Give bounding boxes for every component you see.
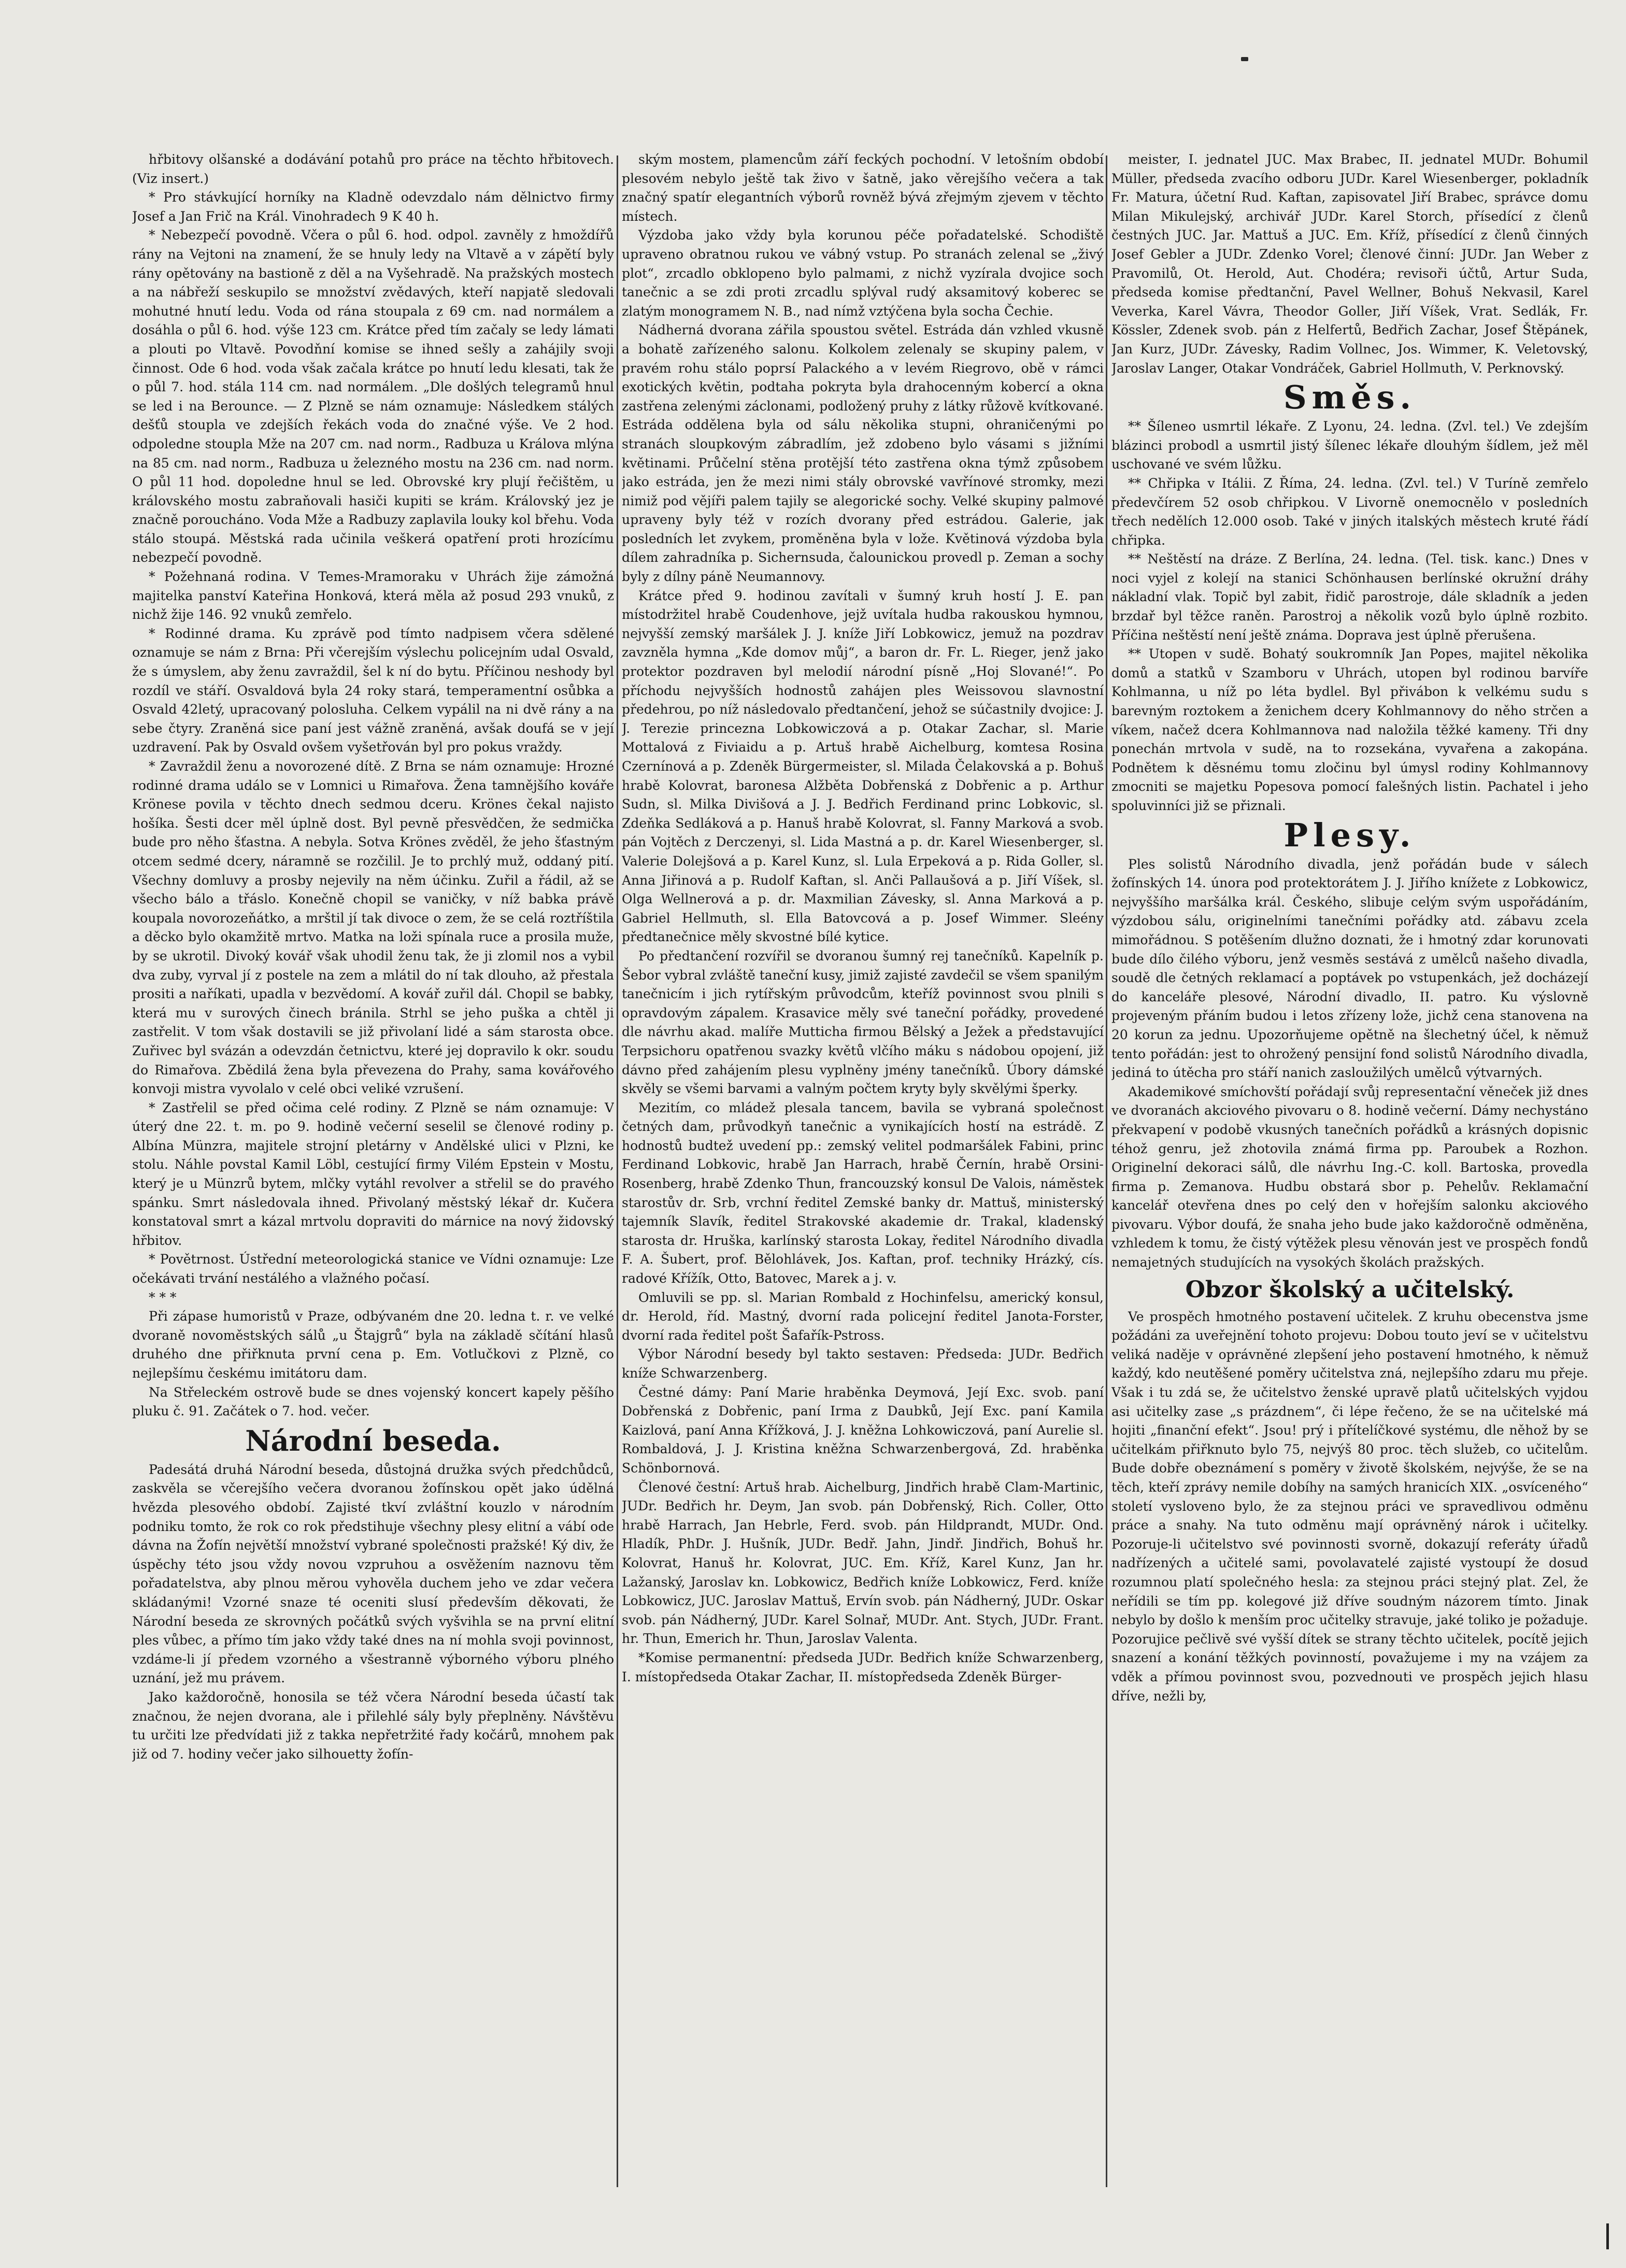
column-right	[1111, 150, 1588, 2203]
column-divider-1	[617, 155, 618, 2187]
article-paragraph: Členové čestní: Artuš hrab. Aichelburg, Jindřich hrabě Clam-Martinic, JUDr. Bedřich hr. Deym, Jan svob. pán Dobřenský, Rich. Coller, Otto hrabě Harrach, Jan Hebrle, Ferd. svob. pán Hildprandt, MUDr. Ond. Hladík, PhDr. J. Hušník, JUDr. Bedř. Jahn, Jindř. Jindřich, Bohuš hr. Kolovrat, Hanuš hr. Kolovrat, JUC. Em. Kříž, Karel Kunz, Jan hr. Lažanský, Jaroslav kn. Lobkowicz, Bedřich kníže Lobkowicz, Ferd. kníže Lobkowicz, JUC. Jaroslav Mattuš, Ervín svob. pán Nádherný, JUDr. Oskar svob. pán Nádherný, JUDr. Karel Solnař, MUDr. Ant. Stych, JUDr. Frant. hr. Thun, Emerich hr. Thun, Jaroslav Valenta.	[622, 1479, 1104, 1647]
article-paragraph: ** Šíleneo usmrtil lékaře. Z Lyonu, 24. ledna. (Zvl. tel.) Ve zdejším blázinci probodl a usmrtil jistý šílenec lékaře dlouhým šídlem, jež měl uschované ve svém lůžku.	[1111, 419, 1588, 472]
article-paragraph: hřbitovy olšanské a dodávání potahů pro práce na těchto hřbitovech. (Viz insert.)	[132, 152, 614, 186]
article-paragraph: * Povětrnost. Ústřední meteorologická stanice ve Vídni oznamuje: Lze očekávati trvání nestálého a vlažného počasí.	[132, 1252, 614, 1286]
article-paragraph: *Komise permanentní: předseda JUDr. Bedřich kníže Schwarzenberg, I. místopředseda Otakar Zachar, II. místopředseda Zdeněk Bürger-	[622, 1650, 1104, 1684]
section-heading: Plesy.	[1283, 816, 1416, 854]
section-heading: Národní beseda.	[245, 1424, 501, 1457]
article-paragraph: Po předtančení rozvířil se dvoranou šumný rej tanečníků. Kapelník p. Šebor vybral zvláště taneční kusy, jimiž zajisté zavdečil se všem spanilým tanečnicím i jich rytířským průvodcům, kteříž povinnost svou plnili s opravdovým zápalem. Krasavice měly své taneční pořádky, provedené dle návrhu akad. malíře Mutticha firmou Bělský a Ježek a představující Terpsichoru opatřenou svazky květů vlčího máku s nádobou opojení, již dávno před zahájením plesu vyplněny jmény tanečníků. Úbory dámské skvěly se všemi barvami a valným počtem kryty byly skvělými šperky.	[622, 948, 1104, 1097]
article-paragraph: Při zápase humoristů v Praze, odbývaném dne 20. ledna t. r. ve velké dvoraně novoměstských sálů „u Štajgrů“ byla na základě sčítání hlasů druhého dne přiřknuta první cena p. Em. Votlučkovi z Plzně, co nejlepšímu českému imitátoru dam.	[132, 1309, 614, 1381]
article-paragraph: Akademikové smíchovští pořádají svůj representační věneček již dnes ve dvoranách akciového pivovaru o 8. hodině večerní. Dámy nechystáno překvapení v podobě vkusných tanečních pořádků a krásných dopisnic téhož genru, jež zhotovila známá firma pp. Paroubek a Rozhon. Originelní dekoraci sálů, dle návrhu Ing.-C. koll. Bartoska, provedla firma p. Zemanova. Hudbu obstará sbor p. Pehelův. Reklamační kancelář otevřena dnes po celý den v hořejším salonku akciového pivovaru. Výbor doufá, že snaha jeho bude jako každoročně odměněna, vzhledem k tomu, že čistý výtěžek plesu věnován jest ve prospěch fondů nemajetných studujících na vysokých školách pražských.	[1111, 1084, 1588, 1270]
article-paragraph: Krátce před 9. hodinou zavítali v šumný kruh hostí J. E. pan místodržitel hrabě Coudenhove, jejž uvítala hudba rakouskou hymnou, nejvyšší zemský maršálek J. J. kníže Jiří Lobkowicz, jemuž na pozdrav zavzněla hymna „Kde domov můj“, a baron dr. Fr. L. Rieger, jenž jako protektor pozdraven byl melodií národní písně „Hoj Slované!“. Po příchodu nejvyšších hodnostů zahájen ples Weissovou slavnostní předehrou, po níž následovalo předtančení, jehož se súčastnily dvojice: J. J. Terezie princezna Lobkowiczová a p. Otakar Zachar, sl. Marie Mottalová z Fiviaidu a p. Artuš hrabě Aichelburg, komtesa Rosina Czernínová a p. Zdeněk Bürgermeister, sl. Milada Čelakovská a p. Bohuš hrabě Kolovrat, baronesa Alžběta Dobřenská z Dobřenic a p. Arthur Sudn, sl. Milka Divišová a J. J. Bedřich Ferdinand princ Lobkovic, sl. Zdeňka Sedláková a p. Hanuš hrabě Kolovrat, sl. Fanny Marková a svob. pán Vojtěch z Derczenyi, sl. Lida Mastná a p. dr. Karel Wiesenberger, sl. Valerie Dolejšová a p. Karel Kunz, sl. Lula Erpeková a p. Rida Goller, sl. Anna Jiřinová a p. Rudolf Kaftan, sl. Anči Pallaušová a p. Jiří Víšek, sl. Olga Wellnerová a p. dr. Maxmilian Závesky, sl. Anna Marková a p. Gabriel Hellmuth, sl. Ella Batovcová a p. Josef Wimmer. Sleény předtanečnice měly skvostné bílé kytice.	[622, 588, 1104, 945]
article-paragraph: * * *	[149, 1289, 177, 1305]
article-paragraph: Ples solistů Národního divadla, jenž pořádán bude v sálech žofínských 14. února pod protektorátem J. J. Jiřího knížete z Lobkowicz, nejvyššího maršálka král. Českého, slibuje celým svým uspořádáním, výzdobou sálu, originelními tanečními pořádky atd. zábavu zcela mimořádnou. S potěšením dlužno doznati, že i hmotný zdar korunovati bude dílo čilého výboru, jenž vesměs sestává z umělců našeho divadla, soudě dle četných reklamací a poptávek po vstupenkách, jež docházejí do kanceláře plesové, Národní divadlo, II. patro. Ku výslovně projeveným přáním budou i letos zřízeny lože, jichž cena stanovena na 20 korun za jednu. Upozorňujeme opětně na šlechetný účel, k němuž tento pořádán: jest to ohrožený pensijní fond solistů Národního divadla, jediná to útěcha pro stáří nanich zasloužilých umělců výtvarných.	[1111, 856, 1588, 1081]
article-paragraph: * Pro stávkující horníky na Kladně odevzdalo nám dělnictvo firmy Josef a Jan Frič na Král. Vinohradech 9 K 40 h.	[132, 190, 614, 224]
article-paragraph: Na Střeleckém ostrově bude se dnes vojenský koncert kapely pěšího pluku č. 91. Začátek o 7. hod. večer.	[132, 1384, 614, 1419]
article-paragraph: ** Chřipka v Itálii. Z Říma, 24. ledna. (Zvl. tel.) V Turíně zemřelo předevčírem 52 osob chřipkou. V Livorně onemocnělo v posledních třech nedělích 12.000 osob. Také v jiných italských městech kruté řádí chřipka.	[1111, 475, 1588, 548]
article-paragraph: Nádherná dvorana zářila spoustou světel. Estráda dán vzhled vkusně a bohatě zařízeného salonu. Kolkolem zelenaly se skupiny palem, v pravém rohu stálo poprsí Palackého a v levém Riegrovo, obě v rámci exotických květin, podtaha pokryta byla drahocenným kobercí a okna zastřena zelenými záclonami, podložený pruhy z látky růžově kvítkované. Estráda oddělena byla od sálu několika stupni, ohraničenými po stranách sloupkovým zábradlím, jež zdobeno bylo vásami s jižními květinami. Průčelní stěna protější této zastřena okna týmž způsobem jako estráda, jen že mezi nimi stály obrovské vavřínové stromky, mezi nimiž pod vějíři palem tajily se alegorické sochy. Velké skupiny palmové upraveny byly též v rozích dvorany před estrádou. Galerie, jak posledních let zvykem, proměněna byla v lože. Květinová výzdoba byla dílem zahradníka p. Sichernsuda, čalounickou provedl p. Zeman a sochy byly z dílny páně Neumannovy.	[622, 322, 1104, 585]
article-paragraph: Výzdoba jako vždy byla korunou péče pořadatelské. Schodiště upraveno obratnou rukou ve vábný vstup. Po stranách zelenal se „živý plot“, zrcadlo obklopeno bylo palmami, z nichž vyzírala dvojice soch tanečnic a se zdi proti zrcadlu splýval rudý aksamitový koberec se zlatým monogramem N. B., nad nímž vztýčena byla socha Čechie.	[622, 228, 1104, 319]
section-heading: Směs.	[1283, 378, 1417, 417]
article-paragraph: meister, I. jednatel JUC. Max Brabec, II. jednatel MUDr. Bohumil Müller, předseda zvacího odboru JUDr. Karel Wiesenberger, pokladník Fr. Matura, účetní Rud. Kaftan, zapisovatel Jiří Brabec, správce domu Milan Mikulejský, archivář JUDr. Karel Storch, přísedící z členů čestných JUC. Jar. Mattuš a JUC. Em. Kříž, přísedící z členů činných Josef Gebler a JUDr. Zdenko Vorel; členové činní: JUDr. Jan Weber z Pravomilů, Ot. Herold, Aut. Chodéra; revisoři účtů, Artur Suda, předseda komise předtanční, Pavel Wellner, Bohuš Nekvasil, Karel Veverka, Karel Vávra, Theodor Goller, Jiří Víšek, Vrat. Sedlák, Fr. Kössler, Zdenek svob. pán z Helfertů, Bedřich Zachar, Josef Štěpánek, Jan Kurz, JUDr. Závesky, Radim Vollnec, Jos. Wimmer, K. Veletovský, Jaroslav Langer, Otakar Vondráček, Gabriel Hollmuth, V. Perknovský.	[1111, 152, 1588, 376]
section-heading: Obzor školský a učitelský.	[1185, 1276, 1515, 1303]
article-paragraph: Mezitím, co mládež plesala tancem, bavila se vybraná společnost četných dam, průvodkyň tanečnic a vynikajících hostí na estrádě. Z hodnostů budtež uvedení pp.: zemský velitel podmaršálek Fabini, princ Ferdinand Lobkovic, hrabě Jan Harrach, hrabě Černín, hrabě Orsini-Rosenberg, hrabě Zdenko Thun, francouzský konsul De Valois, náměstek starostův dr. Srb, vrchní ředitel Zemské banky dr. Mattuš, ministerský tajemník Slavík, ředitel Strakovské akademie dr. Trakal, kladenský starosta dr. Hruška, karlínský starosta Lokay, ředitel Národního divadla F. A. Šubert, prof. Bělohlávek, Jos. Kaftan, prof. techniky Hrázký, cís. radové Křížík, Otto, Batovec, Marek a j. v.	[622, 1100, 1104, 1286]
article-paragraph: * Rodinné drama. Ku zprávě pod tímto nadpisem včera sdělené oznamuje se nám z Brna: Při včerejším výslechu policejním udal Osvald, že s úmyslem, aby ženu zavraždil, šel k ní do bytu. Příčinou neshody byl rozdíl ve stáří. Osvaldová byla 24 roky stará, temperamentní osůbka a Osvald 42letý, upracovaný polosluha. Celkem vypálil na ni dvě rány a na sebe čtyry. Zraněná sice paní jest vážně zraněná, avšak doufá se v její uzdravení. Pak by Osvald ovšem vyšetřován byl pro pokus vraždy.	[132, 626, 614, 755]
article-paragraph: ským mostem, plamencům září feckých pochodní. V letošním období plesovém nebylo ještě tak živo v šatně, jako věrejšího večera a tak značný spatír elegantních výborů rovněž bývá zřejmým zjevem v těchto místech.	[622, 152, 1104, 224]
article-paragraph: Ve prospěch hmotného postavení učitelek. Z kruhu obecenstva jsme požádáni za uveřejnění tohoto projevu: Dobou touto jeví se v učitelstvu veliká naděje v oprávněné zlepšení jeho postavení hmotného, k němuž každý, kdo neutěšené poměry učitelstva zná, nejlepšího zdaru mu přeje. Však i tu zdá se, že učitelstvo ženské upravě platů učitelských vyjdou asi učitelky zase „s prázdnem“, či lépe řečeno, že se na učitelské má hojiti „finanční efekt“. Jsou! prý i přítelíčkové systému, dle něhož by se učitelkám přiřknuto bylo 75, nejvýš 80 proc. těch služeb, co učitelům. Bude dobře obeznámení s poměry v životě školském, nejvýše, že se na těch, kteří zprávy nemile dobíhy na samých hranicích XIX. „osvíceného“ století vysloveno bylo, že za stejnou práci ve spravedlivou odměnu práce a snahy. Na tuto odměnu mají oprávněný nárok i učitelky. Pozoruje-li učitelstvo své povinnosti svorně, dokazují referáty úřadů nadřízených a učitelé sami, povolavatelé zajisté vystoupí že dosud rozumnou platí společného hesla: za stejnou práci stejný plat. Zel, že neřídili se tím pp. kolegové již dříve soudným názorem tímto. Jinak nebylo by došlo k menším proc učitelky stravuje, jaké toliko je požaduje. Pozorujice pečlivě své vyšší dítek se strany těchto učitelek, pocítě jejich snazení a konání těžkých povinností, považujeme i my na vzájem za vděk a přímou povinnost svou, pozvednouti ve prospěch jejich hlasu dříve, nežli by,	[1111, 1309, 1588, 1704]
article-paragraph: Čestné dámy: Paní Marie hraběnka Deymová, Její Exc. svob. paní Dobřenská z Dobřenic, paní Irma z Daubků, Její Exc. paní Kamila Kaizlová, paní Anna Křížková, J. J. kněžna Lohkowiczová, paní Aurelie sl. Rombaldová, J. J. Kristina kněžna Schwarzenbergová, Zd. hraběnka Schönbornová.	[622, 1384, 1104, 1476]
column-middle	[622, 150, 1104, 2203]
article-paragraph: Výbor Národní besedy byl takto sestaven: Předseda: JUDr. Bedřich kníže Schwarzenberg.	[622, 1346, 1104, 1381]
page-edge-mark	[1606, 2223, 1609, 2249]
article-paragraph: Padesátá druhá Národní beseda, důstojná družka svých předchůdců, zaskvěla se včerejšího večera dvoranou žofínskou opět jako údělná hvězda plesového období. Zajisté tkví zvláštní kouzlo v národním podniku tomto, že rok co rok předstihuje všechny plesy elitní a vábí ode dávna na Žofín největší množství vybrané společnosti pražské! Ký div, že úspěchy této jsou vždy novou vzpruhou a osvěžením naznovu těm pořadatelstva, aby plnou měrou vyhověla duchem jeho ve zdar večera skládanými! Vzorné snaze té oceniti slusí především děkovati, že Národní beseda ze skrovných počátků svých vyšvihla se na první elitní ples vůbec, a přímo tím jako vždy také dnes na ní mohla svoji povinnost, vzdáme-li jí předem vzorného a všestranně výborného výboru plného uznání, jež mu právem.	[132, 1462, 614, 1686]
column-divider-2	[1106, 155, 1107, 2187]
article-paragraph: * Zavraždil ženu a novorozené dítě. Z Brna se nám oznamuje: Hrozné rodinné drama událo se v Lomnici u Rimařova. Žena tamnějšího kováře Krönese povila v těchto dnech sedmou dceru. Krönes čekal najisto hošíka. Šesti dcer měl úplně dost. Byl pevně přesvědčen, že sedmička bude pro něho šťastna. A nebyla. Sotva Krönes zvěděl, že jeho šťastným otcem sedmé dcery, náramně se rozčilil. Je to prchlý muž, oddaný pití. Všechny domluvy a prosby nejevily na něm účinku. Zuřil a řádil, až se všecho bálo a třáslo. Konečně chopil se vaničky, v níž babka právě koupala novorozeňátko, a mrštil jí tak divoce o zem, že se celá roztříštila a děcko bylo okamžitě mrtvo. Matka na loži spínala ruce a prosila muže, by se ukrotil. Divoký kovář však uhodil ženu tak, že ji zlomil nos a vybil dva zuby, vyrval jí z postele na zem a mlátil do ní tak dlouho, až přestala prositi a naříkati, upadla v bezvědomí. A kovář zuřil dál. Chopil se babky, která mu v surových činech bránila. Strhl se jeho puška a chtěl ji zastřelit. V tom však dostavili se již přivolaní lidé a sám starosta obce. Zuřivec byl svázán a odevzdán četnictvu, které jej dopravilo k okr. soudu do Rimařova. Zbědilá žena byla převezena do Prahy, sama kovářového konvoji mistra vyvolalo v celé obci veliké vzrušení.	[132, 759, 614, 1097]
article-paragraph: ** Utopen v sudě. Bohatý soukromník Jan Popes, majitel několika domů a statků v Szamboru v Uhrách, utopen byl rodinou barvíře Kohlmanna, u níž po léta bydlel. Byl přivábon k velkému sudu s barevným roztokem a ženichem dcery Kohlmannovy do něho strčen a víkem, načež dcera Kohlmannova nad naložila těžké kameny. Tři dny ponechán mrtvola v sudě, na to rozsekána, vyvařena a zakopána. Podnětem k děsnému tomu zločinu byl úmysl rodiny Kohlmannovy zmocniti se majetku Popesova pomocí falešných listin. Pachatel i jeho spoluvinníci již se přiznali.	[1111, 646, 1588, 813]
article-paragraph: Omluvili se pp. sl. Marian Rombald z Hochinfelsu, americký konsul, dr. Herold, říd. Mastný, dvorní rada policejní ředitel Janota-Forster, dvorní rada ředitel pošt Šafařík-Pstross.	[622, 1289, 1104, 1343]
column-left	[132, 150, 614, 2203]
article-paragraph: * Zastřelil se před očima celé rodiny. Z Plzně se nám oznamuje: V úterý dne 22. t. m. po 9. hodině večerní seselil se členové rodiny p. Albína Münzra, majitele strojní pletárny v Andělské ulici v Plzni, ke stolu. Náhle povstal Kamil Löbl, cestující firmy Vilém Epstein v Mostu, který je u Münzrů bytem, mlčky vytáhl revolver a střelil se do pravého spánku. Smrt následovala ihned. Přivolaný městský lékař dr. Kučera konstatoval smrt a kázal mrtvolu dopraviti do márnice na nový židovský hřbitov.	[132, 1100, 614, 1248]
page-header-mark	[1241, 57, 1248, 61]
article-paragraph: * Nebezpečí povodně. Včera o půl 6. hod. odpol. zavněly z hmoždířů rány na Vejtoni na znamení, že se hnuly ledy na Vltavě a v zápětí byly rány opětovány na bastioně z děl a na Vyšehradě. Na pražských mostech a na nábřeží seskupilo se množství zvědavých, kteří napjatě sledovali mohutné hnutí ledu. Voda od rána stoupala z 69 cm. nad normálem a dosáhla o půl 6. hod. výše 123 cm. Krátce před tím začaly se ledy lámati a plouti po Vltavě. Povodňní komise se ihned sešly a zahájily svoji činnost. Ode 6 hod. voda však začala krátce po hnutí ledu klesati, tak že o půl 7. hod. stála 114 cm. nad normálem. „Dle došlých telegramů hnul se led i na Berounce. — Z Plzně se nám oznamuje: Následkem stálých dešťů stoupla ve zdejších řekách voda do značné výše. Ve 2 hod. odpoledne stoupla Mže na 207 cm. nad norm., Radbuza u Králova mlýna na 85 cm. nad norm., Radbuza u železného mostu na 236 cm. nad norm. O půl 11 hod. dopoledne hnul se led. Obrovské kry plují řečištěm, u královského mostu zabraňovali hasiči kupiti se krám. Královský jez je značně poroucháno. Voda Mže a Radbuzy zaplavila louky kol břehu. Voda stálo stoupá. Městská rada učinila veškerá opatření proti hrozícímu nebezpečí povodně.	[132, 228, 614, 565]
article-paragraph: Jako každoročně, honosila se též včera Národní beseda účastí tak značnou, že nejen dvorana, ale i přilehlé sály byly přeplněny. Návštěvu tu určiti lze předvídati již z takka nepřetržité řady kočárů, mnohem pak již od 7. hodiny večer jako silhouetty žofín-	[132, 1689, 614, 1762]
article-paragraph: ** Neštěstí na dráze. Z Berlína, 24. ledna. (Tel. tisk. kanc.) Dnes v noci vyjel z kolejí na stanici Schönhausen berlínské okružní dráhy nákladní vlak. Topič byl zabit, řidič parostroje, dále skladník a jeden brzdař byl těžce raněn. Parostroj a několik vozů bylo úplně rozbito. Příčina neštěstí není ještě známa. Doprava jest úplně přerušena.	[1111, 551, 1588, 643]
article-paragraph: * Požehnaná rodina. V Temes-Mramoraku v Uhrách žije zámožná majitelka panství Kateřina Honková, která měla až posud 293 vnuků, z nichž žije 146. 92 vnuků zemřelo.	[132, 569, 614, 622]
